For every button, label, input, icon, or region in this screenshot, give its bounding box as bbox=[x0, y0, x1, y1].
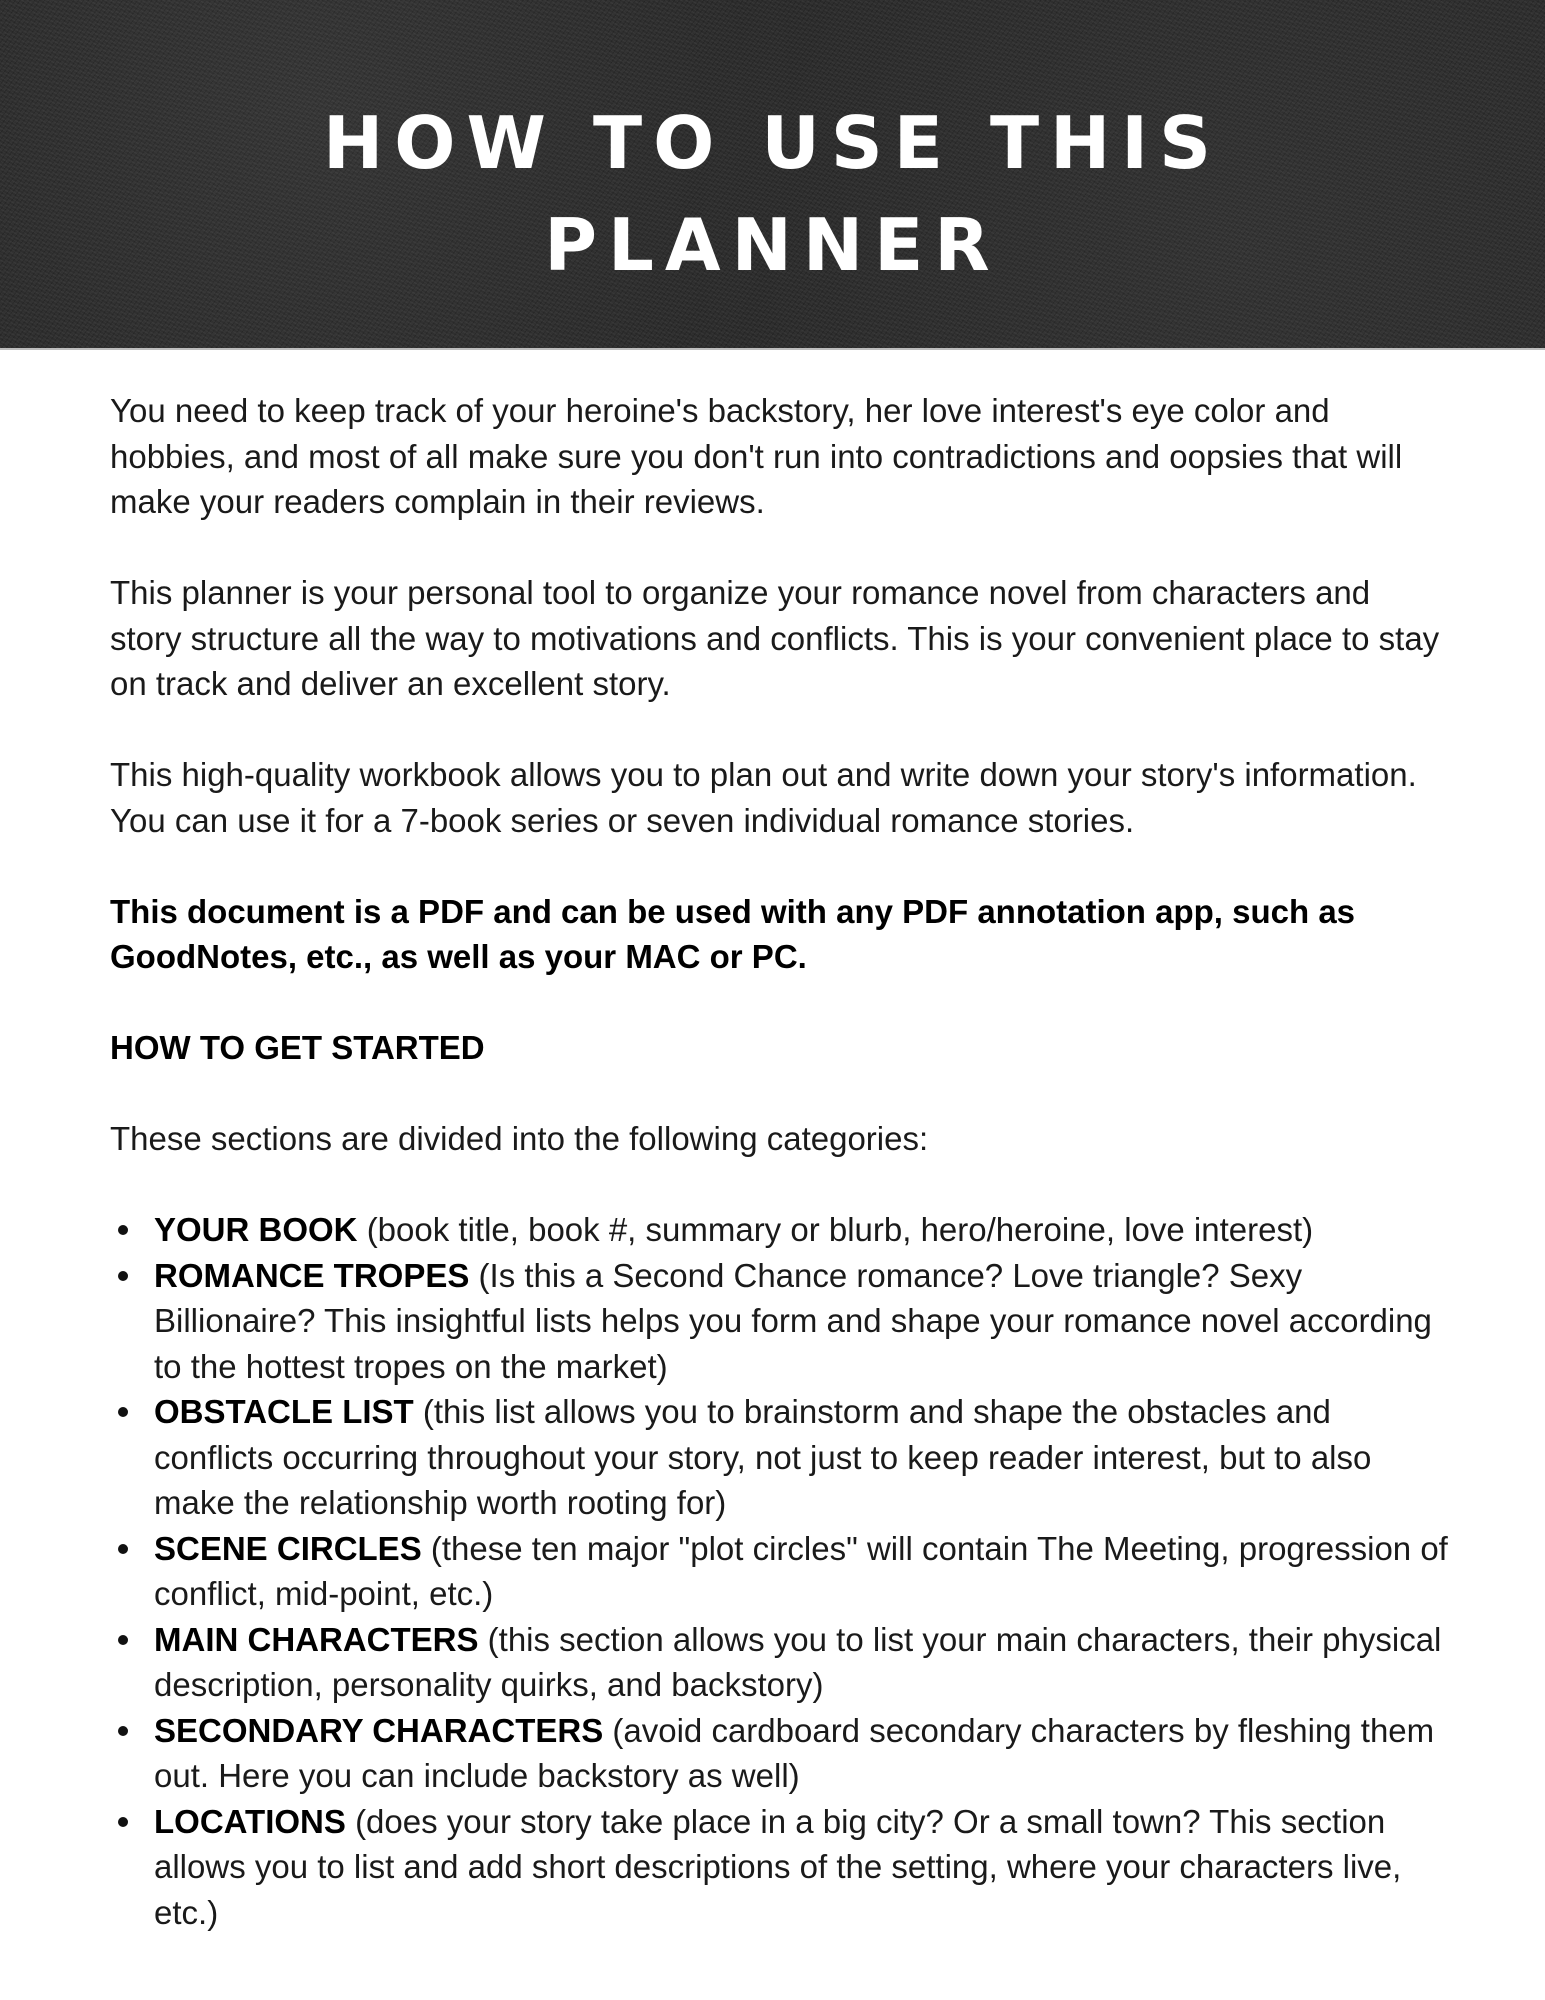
title-line-1: HOW TO USE THIS bbox=[323, 101, 1222, 185]
header-banner bbox=[0, 0, 1545, 350]
category-name: SCENE CIRCLES bbox=[154, 1529, 422, 1567]
category-description: (this list allows you to brainstorm and shape the obstacles and conflicts occurring throughout your story, not just to keep reader interest, but to also make the relationship worth rooting for) bbox=[154, 1393, 1372, 1521]
bullet-icon bbox=[118, 1544, 128, 1554]
categories-lead: These sections are divided into the following categories: bbox=[110, 1120, 929, 1157]
list-item-obstacle-list bbox=[110, 1389, 1450, 1526]
category-name: ROMANCE TROPES bbox=[154, 1256, 470, 1294]
bullet-icon bbox=[118, 1817, 128, 1827]
category-description: (Is this a Second Chance romance? Love triangle? Sexy Billionaire? This insightful lists helps you form and shape your romance novel according to the hottest tropes on the market) bbox=[154, 1256, 1432, 1385]
category-description: (this section allows you to list your main characters, their physical description, personality quirks, and backstory) bbox=[154, 1620, 1442, 1703]
list-item-scene-circles bbox=[110, 1526, 1450, 1617]
bullet-icon bbox=[118, 1225, 128, 1235]
list-item-romance-tropes bbox=[110, 1253, 1450, 1390]
title-line-2: PLANNER bbox=[544, 203, 1001, 287]
bullet-icon bbox=[118, 1635, 128, 1645]
section-heading-get-started: HOW TO GET STARTED bbox=[110, 1029, 485, 1066]
list-item-secondary-characters bbox=[110, 1708, 1450, 1799]
category-description: (these ten major "plot circles" will contain The Meeting, progression of conflict, mid-point, etc.) bbox=[154, 1529, 1448, 1612]
bullet-icon bbox=[118, 1726, 128, 1736]
category-name: OBSTACLE LIST bbox=[154, 1393, 414, 1430]
document-body bbox=[110, 388, 1450, 1935]
category-name: LOCATIONS bbox=[154, 1802, 346, 1840]
bullet-icon bbox=[118, 1407, 128, 1417]
category-list bbox=[110, 1207, 1450, 1935]
category-name: MAIN CHARACTERS bbox=[154, 1620, 479, 1658]
bullet-icon bbox=[118, 1271, 128, 1281]
category-description: (book title, book #, summary or blurb, hero/heroine, love interest) bbox=[366, 1211, 1314, 1248]
intro-paragraph-3: This high-quality workbook allows you to plan out and write down your story's information. You can use it for a 7-book series or seven individual romance stories. bbox=[110, 756, 1417, 839]
intro-paragraph-2: This planner is your personal tool to organize your romance novel from characters and story structure all the way to motivations and conflicts. This is your convenient place to stay on track and deliver an excellent story. bbox=[110, 574, 1440, 702]
list-item-locations bbox=[110, 1799, 1450, 1936]
pdf-notice: This document is a PDF and can be used with any PDF annotation app, such as GoodNotes, etc., as well as your MAC or PC. bbox=[110, 892, 1356, 975]
intro-paragraph-1: You need to keep track of your heroine's backstory, her love interest's eye color and hobbies, and most of all make sure you don't run into contradictions and oopsies that will make your readers complain in their reviews. bbox=[110, 392, 1403, 520]
category-name: SECONDARY CHARACTERS bbox=[154, 1711, 604, 1749]
list-item-main-characters bbox=[110, 1617, 1450, 1708]
category-name: YOUR BOOK bbox=[154, 1211, 358, 1248]
category-description: (avoid cardboard secondary characters by fleshing them out. Here you can include backstory as well) bbox=[154, 1711, 1435, 1794]
category-description: (does your story take place in a big city? Or a small town? This section allows you to list and add short descriptions of the setting, where your characters live, etc.) bbox=[154, 1802, 1402, 1931]
page-title bbox=[0, 92, 1545, 296]
list-item-your-book bbox=[110, 1207, 1450, 1253]
